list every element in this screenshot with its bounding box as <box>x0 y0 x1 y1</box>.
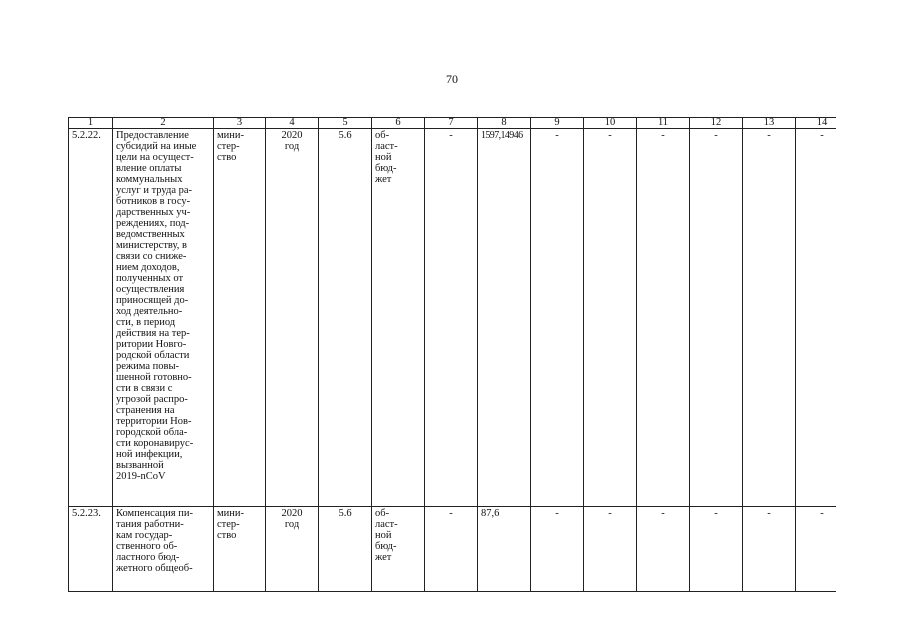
header-cell-11: 11 <box>637 118 690 129</box>
value-cell-7: - <box>425 129 478 507</box>
header-cell-2: 2 <box>113 118 214 129</box>
table-row <box>69 507 837 593</box>
funding-source-cell: об- ласт- ной бюд- жет <box>372 129 425 507</box>
value-cell-7: - <box>425 507 478 593</box>
budget-table <box>68 117 836 592</box>
target-indicator-cell: 5.6 <box>319 507 372 593</box>
value-cell-10: - <box>584 129 637 507</box>
value-cell-13: - <box>743 507 796 593</box>
measure-description: Предоставление субсидий на иные цели на осущест- вление оплаты коммунальных услуг и труда ра- ботников в госу- дарственных уч- реждениях, под- ведомственных министерству, в связи со сниже- нием доходов, полученных от осуществления приносящей до- ход деятельно- сти, в период действия на тер- ритории Новго- родской области режима повы- шенной готовно- сти в связи с угрозой распро- странения на территории Нов- городской обла- сти коронавирус- ной инфекции, вызванной 2019-nCoV <box>113 129 214 507</box>
value-cell-12: - <box>690 129 743 507</box>
header-cell-5: 5 <box>319 118 372 129</box>
value-cell-14: - <box>796 129 837 507</box>
table-row <box>69 129 837 507</box>
budget-table-container <box>68 117 836 592</box>
value-cell-11: - <box>637 129 690 507</box>
value-cell-11: - <box>637 507 690 593</box>
value-cell-10: - <box>584 507 637 593</box>
header-cell-6: 6 <box>372 118 425 129</box>
header-cell-7: 7 <box>425 118 478 129</box>
row-number: 5.2.23. <box>69 507 113 593</box>
header-cell-8: 8 <box>478 118 531 129</box>
value-cell-9: - <box>531 129 584 507</box>
value-cell-13: - <box>743 129 796 507</box>
header-cell-9: 9 <box>531 118 584 129</box>
value-cell-14: - <box>796 507 837 593</box>
year-cell: 2020 год <box>266 129 319 507</box>
funding-source-cell: об- ласт- ной бюд- жет <box>372 507 425 593</box>
executor-cell: мини- стер- ство <box>214 507 266 593</box>
header-cell-3: 3 <box>214 118 266 129</box>
measure-description: Компенсация пи- тания работни- кам государ- ственного об- ластного бюд- жетного общеоб- <box>113 507 214 593</box>
executor-cell: мини- стер- ство <box>214 129 266 507</box>
header-cell-10: 10 <box>584 118 637 129</box>
row-number: 5.2.22. <box>69 129 113 507</box>
year-cell: 2020 год <box>266 507 319 593</box>
header-cell-12: 12 <box>690 118 743 129</box>
page-number: 70 <box>446 72 458 86</box>
value-cell-8: 1597,14946 <box>478 129 531 507</box>
header-row <box>69 118 837 129</box>
value-cell-9: - <box>531 507 584 593</box>
header-cell-13: 13 <box>743 118 796 129</box>
value-cell-8: 87,6 <box>478 507 531 593</box>
header-cell-4: 4 <box>266 118 319 129</box>
header-cell-14: 14 <box>796 118 837 129</box>
target-indicator-cell: 5.6 <box>319 129 372 507</box>
header-cell-1: 1 <box>69 118 113 129</box>
value-cell-12: - <box>690 507 743 593</box>
